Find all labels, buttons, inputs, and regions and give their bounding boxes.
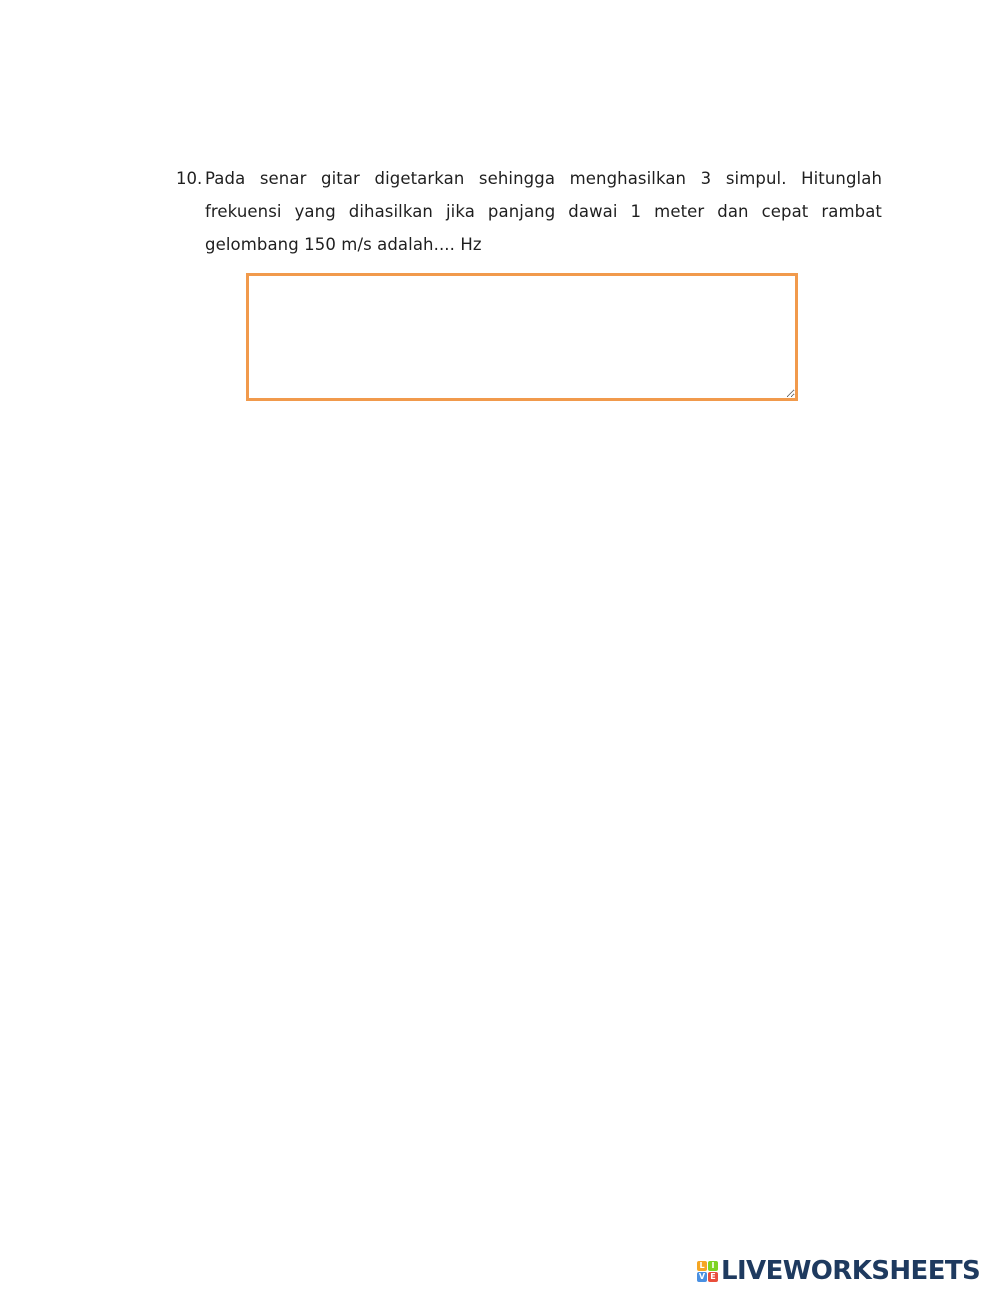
logo-block-l: L [697, 1261, 707, 1271]
liveworksheets-logo [697, 1256, 980, 1286]
logo-text: LIVEWORKSHEETS [721, 1256, 981, 1286]
answer-input[interactable] [246, 273, 798, 401]
logo-block-e: E [708, 1272, 718, 1282]
logo-icon [697, 1261, 718, 1282]
logo-block-v: V [698, 1271, 706, 1281]
logo-block-i: I [708, 1261, 718, 1271]
question-number: 10. [176, 169, 203, 188]
question-text: Pada senar gitar digetarkan sehingga menghasilkan 3 simpul. Hitunglah frekuensi yang dihasilkan jika panjang dawai 1 meter dan cepat rambat gelombang 150 m/s adalah.... Hz [205, 169, 882, 254]
